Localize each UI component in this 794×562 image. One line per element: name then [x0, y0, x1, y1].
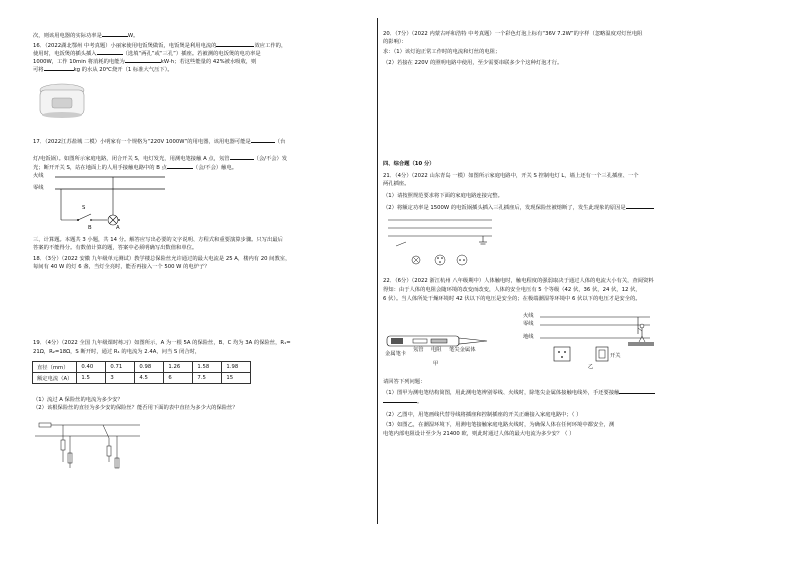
q19-sub1: （1）流过 A 保险丝的电流为多少安？ — [33, 397, 123, 403]
table-cell: 1.98 — [222, 362, 251, 373]
table-row-label: 直径（mm） — [33, 362, 77, 373]
q21-circuit-diagram — [388, 216, 496, 272]
fig-neutral-label: 零线 — [523, 321, 534, 327]
section3-line1: 三、计算题。本题共 3 小题，共 14 分。解答应写出必要的文字说明、方程式和重要演算步骤。只写出最后 — [33, 237, 283, 243]
q22-line3: 6 伏）。当人体所处干燥环境时 42 伏以下的电压是安全的；在极端潮湿等环境中 6 伏以下的电压才是安全的。 — [383, 296, 641, 302]
q22-line2: 得知：由于人体的电阻会随环境的改变而改变，人体的安全电压有 5 个等级（42 伏，36 伏，24 伏，12 伏， — [383, 287, 641, 293]
section3-line2: 答案的不能得分。有数值计算的题，答案中必须明确写出数值和单位。 — [33, 245, 198, 251]
point-label-a: A — [116, 225, 120, 231]
q21-sub1: （1）请按照规范要求将下面的家庭电路连接完整。 — [383, 193, 503, 199]
table-cell: 7.5 — [193, 373, 222, 384]
q15-tail: 次，则该用电器的实际功率是 W。 — [33, 33, 139, 39]
table-cell: 3 — [106, 373, 135, 384]
q19-circuit-diagram — [35, 420, 145, 472]
q22-sub3: （3）如图乙，在潮湿环境下，用测电笔接触家庭电路火线时，为确保人体在任何环境中都安全，测 — [383, 422, 615, 428]
q21-line2: 两孔插座。 — [383, 181, 410, 187]
table-cell: 4.5 — [135, 373, 164, 384]
table-row — [33, 362, 251, 373]
fig-neon-label: 氖管 — [413, 347, 424, 353]
q21-sub2: （2）将额定功率是 1500W 的电饭锅插头插入三孔插座后，发现保险丝被熔断了，发生此现象的原因是 — [383, 203, 654, 212]
table-row-label: 额定电流（A） — [33, 373, 77, 384]
q18-line2: 每间有 40 W 的灯 6 盏，当灯全亮时，能否再接入一个 500 W 的电炉子？ — [33, 264, 210, 270]
table-cell: 0.98 — [135, 362, 164, 373]
fuse-table — [32, 361, 251, 384]
socket-switch-diagram — [540, 310, 660, 370]
q21-line1: 21．（4分）（2022 山东青岛 一模）如图所示家庭电路中，开关 S 控制电灯 L，墙上还有一个三孔插座、一个 — [383, 173, 639, 179]
point-label-b: B — [88, 225, 92, 231]
q17-line2: 灯/电饭锅）。如图所示家庭电路，闭合开关 S，电灯发光，用测电笔接触 A 点，氖管 （会/不会）发 — [33, 156, 288, 162]
q17-line1: 17．（2022江苏盐城 二模）小明家有一个规格为“220V 1000W”的用电器，该用电器可能是 （台 — [33, 139, 286, 145]
table-cell: 0.71 — [106, 362, 135, 373]
section4-title: 四、综合题（10 分） — [383, 161, 435, 167]
q19-line2: 21Ω，R₂=18Ω，S 断开时，通过 R₁ 的电流为 2.4A，问当 S 闭合时， — [33, 349, 201, 355]
q22-ask: 请回答下列问题： — [383, 379, 426, 385]
q17-line3: 光；断开开关 S，站在地面上的人用手接触电路中的 B 点 （会/不会）触电。 — [33, 165, 238, 171]
table-cell: 1.5 — [77, 373, 106, 384]
fig-b-label: 乙 — [588, 364, 594, 370]
q16-line3: 1000W，工作 10min 将消耗的电能为 kW·h；若这些能量的 42%被水吸收，则 — [33, 59, 257, 65]
q20-line1: 20．（7分）（2022 内蒙古呼和浩特 中考真题）一个彩色灯泡上标有“36V 7.2W”的字样（忽略温度对灯丝电阻 — [383, 31, 643, 37]
table-cell: 1.26 — [164, 362, 193, 373]
q20-sub2: （2）若接在 220V 的照明电路中使用，至少需要串联多少个这种灯泡才行。 — [383, 60, 563, 66]
neutral-wire-label: 零线 — [33, 185, 44, 191]
q22-sub2: （2）乙图中，用笔画线代替导线将插座和控制插座的开关正确接入家庭电路中；（ ） — [383, 412, 582, 418]
fig-pen-cap-label: 金属笔卡 — [385, 351, 407, 357]
q16-line2: 使用时，电饭煲的插头插入 （选填“两孔”或“三孔”）插座。若被测的电饭煲的电功率是 — [33, 51, 261, 57]
q20-sub1: 求：（1）该灯泡正常工作时的电流和灯丝的电阻； — [383, 49, 501, 55]
table-cell: 0.40 — [77, 362, 106, 373]
q22-sub4: 电笔内部电阻设计至少为 21400 欧，则此时通过人体的最大电流为多少安？（ ） — [383, 431, 575, 437]
q16-line1: 16．（2022湖北鄂州 中考真题）小丽家使用电饭煲做饭，电饭煲是利用电流的 效应工作的， — [33, 43, 287, 49]
table-cell: 1.58 — [193, 362, 222, 373]
table-cell: 6 — [164, 373, 193, 384]
q22-sub1: （1）图甲为测电笔结构简图，用此测电笔辨别零线、火线时，除笔尖金属体接触电线外，手还要接触 — [383, 388, 655, 397]
fig-tip-label: 笔尖金属体 — [449, 347, 476, 353]
q16-line4: 可将 kg 的水从 20℃烧开（1 标准大气压下）。 — [33, 67, 173, 73]
column-divider — [377, 18, 378, 524]
table-row — [33, 373, 251, 384]
fig-resistor-label: 电阻 — [431, 347, 442, 353]
live-wire-label: 火线 — [33, 173, 44, 179]
q20-line2: 的影响）： — [383, 39, 407, 45]
fig-a-label: 甲 — [433, 361, 439, 367]
q22-line1: 22．（6分）（2022 浙江杭州 八年级期中）人体触电时，触电程度的强弱取决于通过人体的电流大小有关，查阅资料 — [383, 278, 654, 284]
rice-cooker-image — [35, 81, 89, 121]
table-cell: 15 — [222, 373, 251, 384]
switch-label-s: S — [82, 205, 86, 211]
q19-line1: 19．（4分）（2022 全国 九年级课时练习）如图所示，A 为一根 5A 的保险丝，B、C 均为 3A 的保险丝，R₁= — [33, 340, 291, 346]
q22-sub1-end: 。 — [383, 397, 422, 406]
q17-circuit-diagram — [33, 170, 173, 240]
q18-line1: 18．（3分）（2022 安徽 九年级单元测试）教学楼总保险丝允许通过的最大电流是 25 A，楼内有 20 间教室， — [33, 256, 291, 262]
fig-switch-label: 开关 — [610, 353, 621, 359]
q19-sub2: （2）该根保险丝的直径为多少安的保险丝？能否用下面的表中直径为多少大的保险丝？ — [33, 405, 238, 411]
fig-live-label: 火线 — [523, 313, 534, 319]
fig-ground-label: 地线 — [523, 334, 534, 340]
